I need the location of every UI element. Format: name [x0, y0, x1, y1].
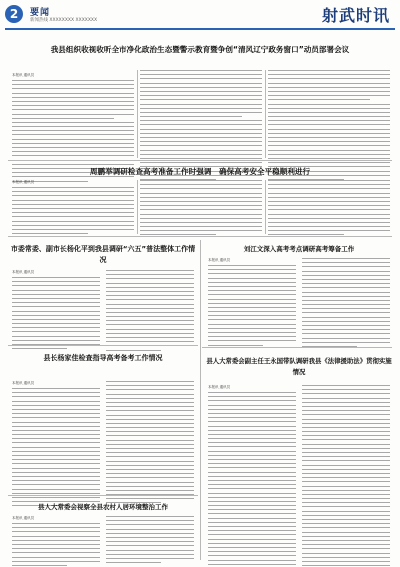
headline-a4: 刘江文深入高考考点调研高考筹备工作	[243, 245, 355, 253]
section-name: 要闻	[30, 8, 51, 18]
divider	[8, 160, 392, 161]
body-a6-col2	[302, 385, 390, 567]
headline-a3: 市委常委、副市长杨化平到我县调研“六五”普法整体工作情况	[10, 245, 196, 264]
header-rule	[5, 28, 395, 30]
body-a5-col2	[106, 381, 194, 507]
body-a5-col1	[12, 388, 100, 509]
body-a4-col1	[208, 265, 296, 349]
publication-line: 新闻热线 XXXXXXXX XXXXXXX	[30, 18, 98, 23]
divider	[265, 180, 266, 234]
byline-a3: 本报讯 通讯员	[12, 270, 35, 274]
headline-a2: 周鹏举调研检查高考准备工作时强调 确保高考安全平稳顺利进行	[89, 167, 311, 176]
masthead	[0, 0, 400, 36]
divider	[137, 70, 138, 158]
newspaper-brand: 射武时讯	[321, 6, 390, 25]
body-a7-col2	[106, 516, 194, 566]
byline-a2: 本报讯 通讯员	[12, 180, 35, 184]
body-a2-col1	[12, 187, 134, 237]
body-a4-col2	[302, 258, 390, 350]
divider	[8, 495, 198, 496]
body-a7-col1	[12, 523, 100, 567]
headline-a5: 县长杨家佳检查指导高考备考工作情况	[43, 354, 163, 362]
divider	[265, 70, 266, 158]
byline-a5: 本报讯 通讯员	[12, 381, 35, 385]
body-a2-col2	[140, 180, 262, 239]
body-a3-col1	[12, 277, 100, 352]
headline-a7: 县人大常委会视察全县农村人居环境整治工作	[38, 503, 168, 511]
divider	[8, 236, 392, 237]
divider	[8, 345, 198, 346]
headline-a6: 县人大常委会副主任王永国带队调研我县《法律援助法》贯彻实施情况	[206, 357, 392, 376]
body-a6-col1	[208, 392, 296, 567]
divider	[137, 180, 138, 234]
page-number-badge: 2	[5, 5, 23, 23]
divider	[200, 240, 201, 560]
byline-a6: 本报讯 通讯员	[208, 385, 231, 389]
headline-a1: 我县组织收视收听全市净化政治生态暨警示教育暨争创“清风辽宁政务窗口”动员部署会议	[50, 45, 350, 54]
body-a3-col2	[106, 270, 194, 354]
byline-a7: 本报讯 通讯员	[12, 516, 35, 520]
byline-a1: 本报讯 通讯员	[12, 73, 35, 77]
body-a2-col3	[268, 180, 390, 239]
byline-a4: 本报讯 通讯员	[208, 258, 231, 262]
divider	[202, 347, 392, 348]
